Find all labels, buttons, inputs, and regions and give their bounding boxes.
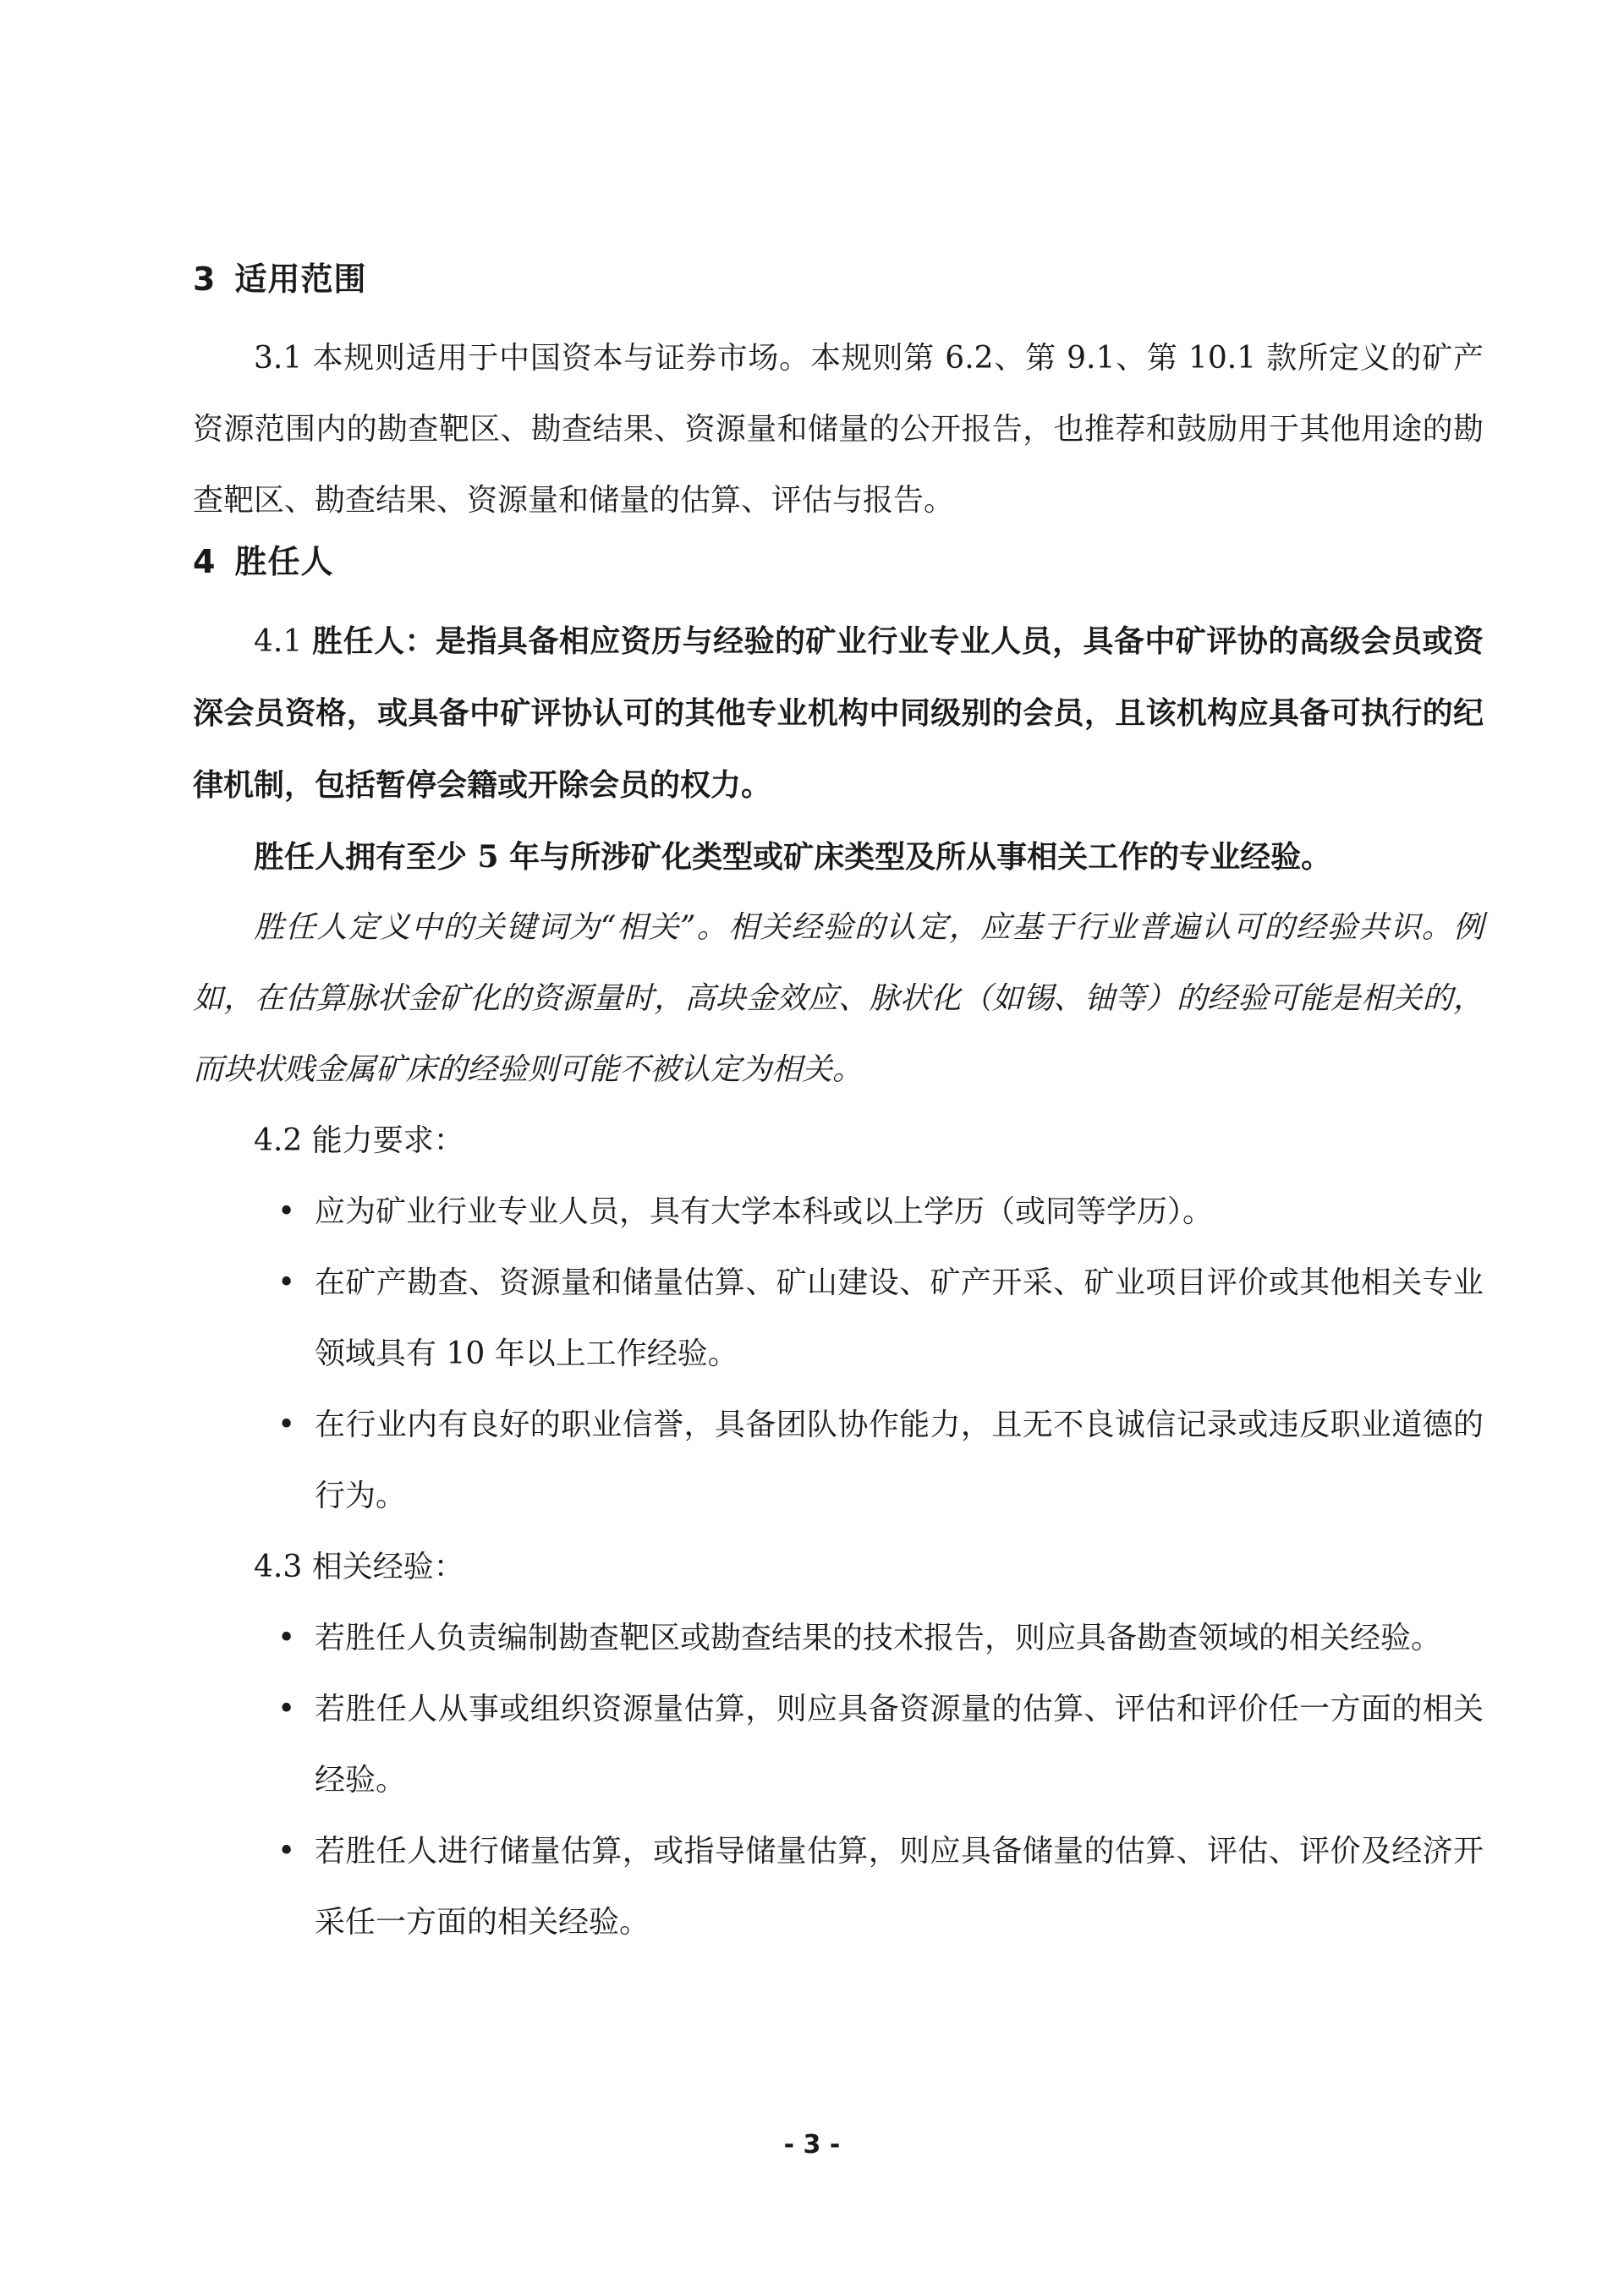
page-number: - 3 -	[783, 2130, 841, 2160]
section-3-heading	[193, 254, 1484, 305]
section-4-number: 4	[193, 543, 217, 580]
paragraph-relevance-note: 胜任人定义中的关键词为“相关”。相关经验的认定，应基于行业普遍认可的经验共识。例如，在估算脉状金矿化的资源量时，高块金效应、脉状化（如锡、铀等）的经验可能是相关的，而块状贱金属矿床的经验则可能不被认定为相关。	[193, 910, 1484, 1087]
list-4-3	[193, 1603, 1484, 1958]
list-item-text: 在行业内有良好的职业信誉，具备团队协作能力，且无不良诚信记录或违反职业道德的行为。	[315, 1408, 1484, 1513]
paragraph-4-2: 4.2 能力要求：	[254, 1123, 464, 1158]
section-4-title: 胜任人	[234, 543, 334, 580]
list-item-text: 若胜任人负责编制勘查靶区或勘查结果的技术报告，则应具备勘查领域的相关经验。	[315, 1621, 1442, 1655]
section-3-number: 3	[193, 261, 217, 298]
list-item	[193, 1603, 1484, 1674]
bullet-icon: •	[277, 1194, 296, 1229]
list-item	[193, 1674, 1484, 1816]
list-item-text: 在矿产勘查、资源量和储量估算、矿山建设、矿产开采、矿业项目评价或其他相关专业领域具有 10 年以上工作经验。	[315, 1265, 1484, 1371]
list-item	[193, 1390, 1484, 1532]
paragraph-experience: 胜任人拥有至少 5 年与所涉矿化类型或矿床类型及所从事相关工作的专业经验。	[254, 839, 1332, 875]
list-item	[193, 1816, 1484, 1958]
page-body	[193, 254, 1484, 1958]
paragraph-4-1	[193, 606, 1484, 821]
list-4-2	[193, 1177, 1484, 1532]
list-item-text: 应为矿业行业专业人员，具有大学本科或以上学历（或同等学历）。	[315, 1194, 1214, 1229]
bullet-icon: •	[277, 1408, 296, 1442]
list-item	[193, 1248, 1484, 1390]
paragraph-4-1-definition: 胜任人：是指具备相应资历与经验的矿业行业专业人员，具备中矿评协的高级会员或资深会员资格，或具备中矿评协认可的其他专业机构中同级别的会员，且该机构应具备可执行的纪律机制，包括暂停会籍或开除会员的权力。	[193, 623, 1484, 803]
bullet-icon: •	[277, 1834, 296, 1869]
paragraph-4-1-number: 4.1	[254, 624, 313, 659]
paragraph-3-1: 3.1 本规则适用于中国资本与证券市场。本规则第 6.2、第 9.1、第 10.1 款所定义的矿产资源范围内的勘查靶区、勘查结果、资源量和储量的公开报告，也推荐和鼓励用于其他用途的勘查靶区、勘查结果、资源量和储量的估算、评估与报告。	[193, 341, 1484, 518]
paragraph-4-3: 4.3 相关经验：	[254, 1550, 464, 1584]
bullet-icon: •	[277, 1621, 296, 1655]
list-item-text: 若胜任人进行储量估算，或指导储量估算，则应具备储量的估算、评估、评价及经济开采任一方面的相关经验。	[315, 1834, 1484, 1940]
section-4-heading	[193, 536, 1484, 587]
list-item	[193, 1177, 1484, 1248]
bullet-icon: •	[277, 1265, 296, 1300]
list-item-text: 若胜任人从事或组织资源量估算，则应具备资源量的估算、评估和评价任一方面的相关经验。	[315, 1692, 1484, 1798]
bullet-icon: •	[277, 1692, 296, 1726]
section-3-title: 适用范围	[234, 261, 367, 298]
